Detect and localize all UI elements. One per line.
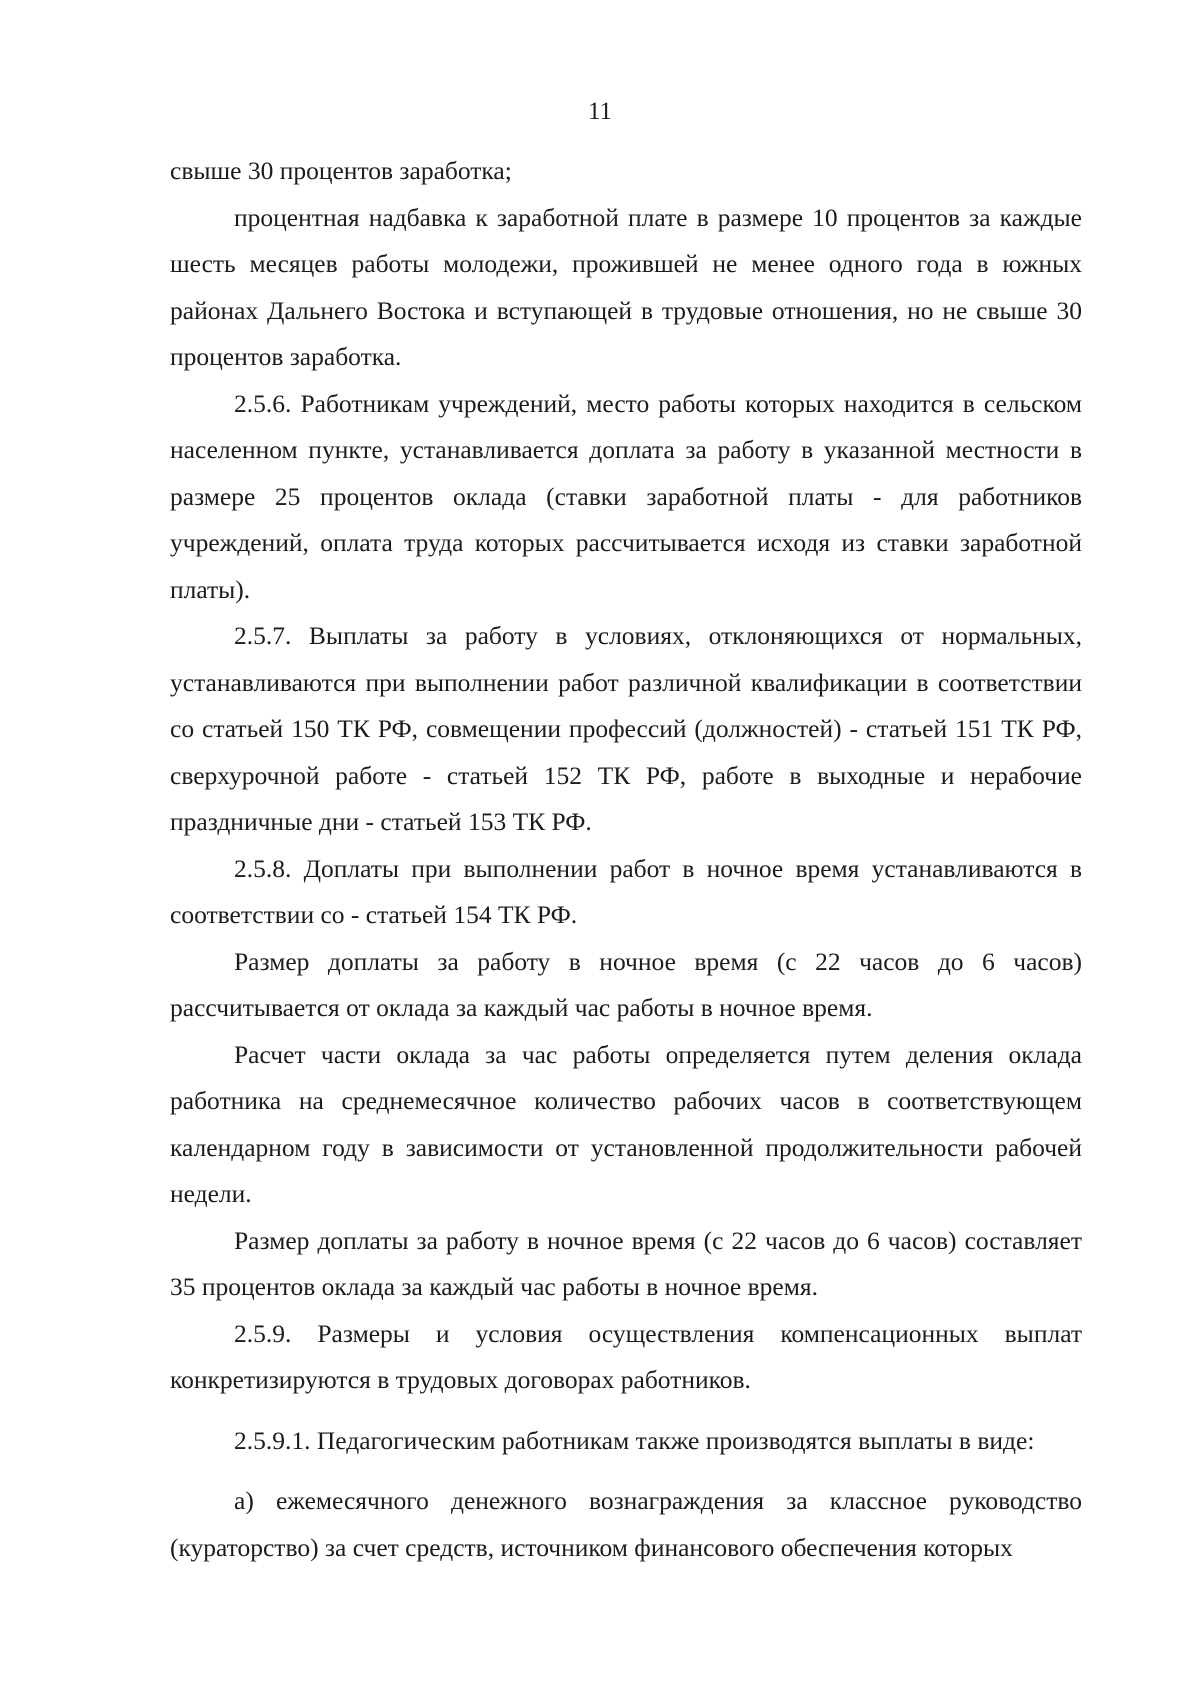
page-number: 11 [587,98,613,125]
document-body [170,148,1082,1571]
paragraph-hourly-rate: Расчет части оклада за час работы определяется путем деления оклада работника на среднемесячное количество рабочих часов в соответствующем календарном году в зависимости от установленной продолжительности рабочей недели. [170,1039,1082,1208]
paragraph-night-pay-size: Размер доплаты за работу в ночное время (с 22 часов до 6 часов) составляет 35 процентов оклада за каждый час работы в ночное время. [170,1225,1082,1301]
paragraph-night-pay-calc: Размер доплаты за работу в ночное время (с 22 часов до 6 часов) рассчитывается от оклада за каждый час работы в ночное время. [170,946,1082,1022]
paragraph-2-5-6: 2.5.6. Работникам учреждений, место работы которых находится в сельском населенном пункте, устанавливается доплата за работу в указанной местности в размере 25 процентов оклада (ставки заработной платы - для работников учреждений, оплата труда которых рассчитывается исходя из ставки заработной платы). [170,388,1082,604]
paragraph-2-5-9-1: 2.5.9.1. Педагогическим работникам также производятся выплаты в виде: [234,1425,1035,1455]
paragraph-youth-allowance: процентная надбавка к заработной плате в размере 10 процентов за каждые шесть месяцев работы молодежи, прожившей не менее одного года в южных районах Дальнего Востока и вступающей в трудовые отношения, но не свыше 30 процентов заработка. [170,202,1082,371]
paragraph-2-5-7: 2.5.7. Выплаты за работу в условиях, отклоняющихся от нормальных, устанавливаются при выполнении работ различной квалификации в соответствии со статьей 150 ТК РФ, совмещении профессий (должностей) - статьей 151 ТК РФ, сверхурочной работе - статьей 152 ТК РФ, работе в выходные и нерабочие праздничные дни - статьей 153 ТК РФ. [170,621,1082,836]
paragraph-continuation: свыше 30 процентов заработка; [170,156,512,185]
paragraph-2-5-8: 2.5.8. Доплаты при выполнении работ в ночное время устанавливаются в соответствии со - статьей 154 ТК РФ. [170,853,1082,929]
paragraph-item-a: а) ежемесячного денежного вознаграждения за классное руководство (кураторство) за счет средств, источником финансового обеспечения которых [170,1486,1082,1562]
paragraph-2-5-9: 2.5.9. Размеры и условия осуществления компенсационных выплат конкретизируются в трудовых договорах работников. [170,1318,1082,1394]
